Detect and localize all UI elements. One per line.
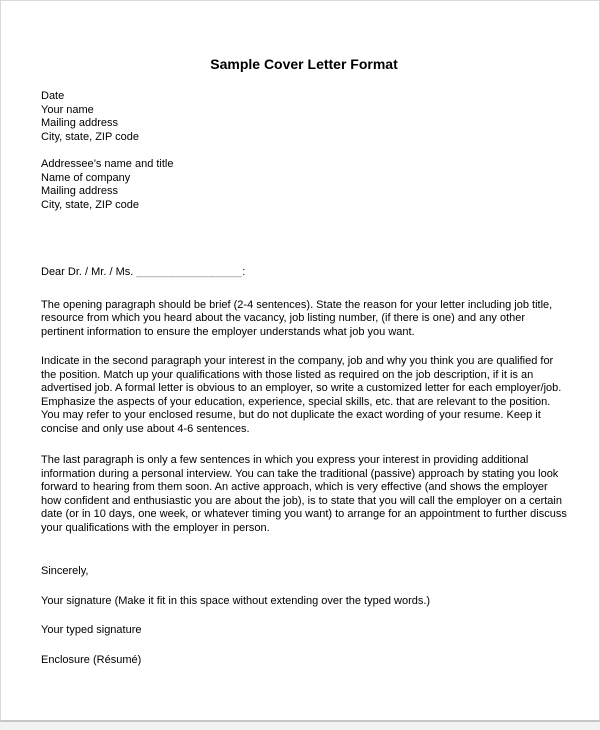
sender-address-block (41, 90, 567, 144)
sender-city-state-zip-line: City, state, ZIP code (41, 130, 140, 143)
sender-mailing-address-line: Mailing address (41, 117, 119, 129)
document-content (1, 1, 599, 667)
addressee-address-block (41, 158, 567, 212)
addressee-name-title-line: Addressee’s name and title (41, 158, 174, 170)
sender-date-line: Date (41, 90, 65, 102)
complimentary-close: Sincerely, (41, 565, 89, 577)
addressee-company-line: Name of company (41, 171, 131, 184)
typed-signature: Your typed signature (41, 624, 142, 636)
enclosure-note: Enclosure (Résumé) (41, 653, 142, 666)
body-paragraph: Indicate in the second paragraph your interest in the company, job and why you think you are qualified for the position. Match up your qualifications with those listed as required on the job description, if it is an advertised job. A formal letter is obvious to an employer, so write a customized letter for each employer/job. Emphasize the aspects of your education, experience, special skills, etc. that are relevant to the position. You may refer to your enclosed resume, but do not duplicate the exact wording of your resume. Keep it concise and only use about 4-6 sentences. (41, 355, 562, 435)
salutation-blank: ________________ (136, 266, 243, 278)
signature-note: Your signature (Make it fit in this space without extending over the typed words.) (41, 594, 431, 607)
closing-paragraph: The last paragraph is only a few sentences in which you express your interest in providing additional information during a personal interview. You can take the traditional (passive) approach by stating you look forward to hearing from them soon. An active approach, which is very effective (and shows the employer how confident and enthusiastic you are about the job), is to state that you will call the employer on a certain date (or in 10 days, one week, or whatever timing you want) to arrange for an appointment to further discuss your qualifications with the employer in person. (41, 454, 567, 534)
sender-name-line: Your name (41, 103, 94, 116)
salutation-colon: : (242, 266, 246, 278)
opening-paragraph: The opening paragraph should be brief (2-4 sentences). State the reason for your letter including job title, resource from which you heard about the vacancy, job listing number, (if there is one) and any other pertinent information to ensure the employer understands what job you want. (41, 298, 553, 338)
addressee-mailing-address-line: Mailing address (41, 185, 119, 197)
addressee-city-state-zip-line: City, state, ZIP code (41, 198, 140, 211)
salutation-text: Dear Dr. / Mr. / Ms. (41, 266, 134, 278)
document-title: Sample Cover Letter Format (210, 56, 398, 72)
salutation-line (41, 266, 567, 280)
